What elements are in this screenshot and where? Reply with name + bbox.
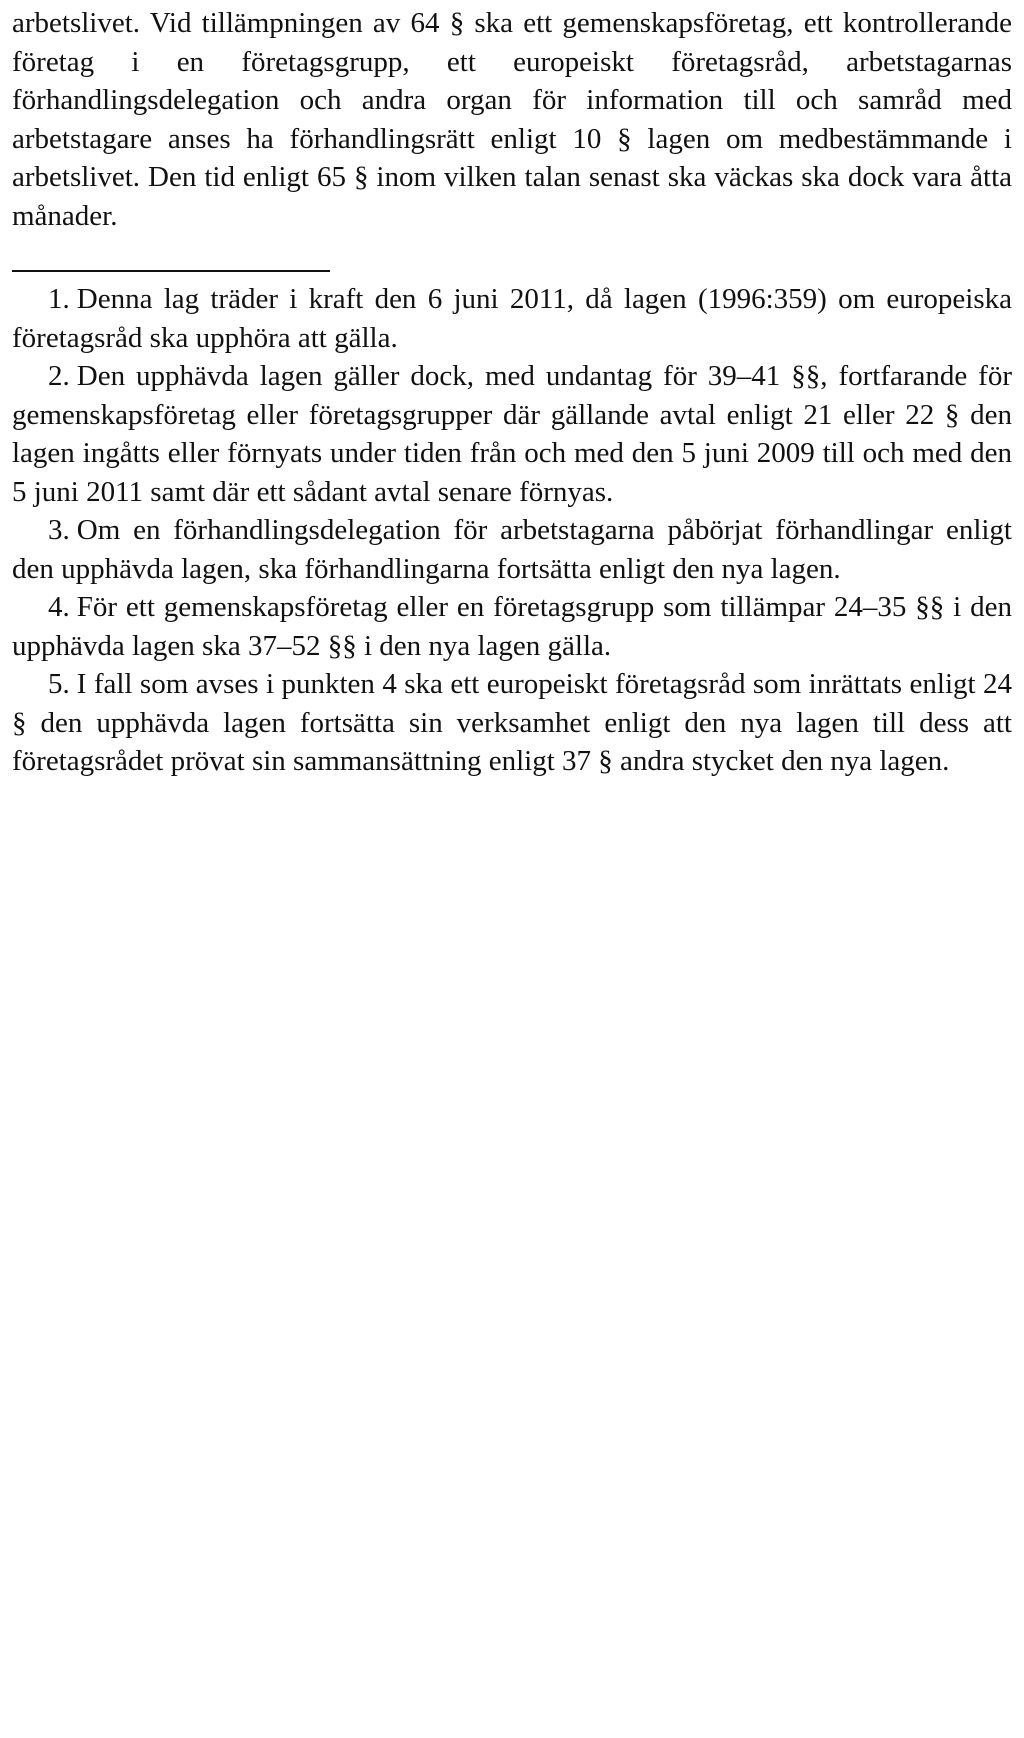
transition-provision-5 (12, 665, 1012, 781)
footnote-divider (12, 270, 330, 272)
transition-provision-2 (12, 357, 1012, 511)
provision-text: För ett gemenskapsföretag eller en företagsgrupp som tillämpar 24–35 §§ i den upphävda lagen ska 37–52 §§ i den nya lagen gälla. (12, 591, 1012, 662)
provision-text: Om en förhandlingsdelegation för arbetstagarna påbörjat förhandlingar enligt den upphävda lagen, ska förhandlingarna fortsätta enligt den nya lagen. (12, 514, 1012, 585)
provision-text: Den upphävda lagen gäller dock, med undantag för 39–41 §§, fortfarande för gemenskapsföretag eller företagsgrupper där gällande avtal enligt 21 eller 22 § den lagen ingåtts eller förnyats under tiden från och med den 5 juni 2009 till och med den 5 juni 2011 samt där ett sådant avtal senare förnyas. (12, 360, 1012, 508)
transition-provision-3 (12, 511, 1012, 588)
intro-paragraph: arbetslivet. Vid tillämpningen av 64 § ska ett gemenskapsföretag, ett kontrollerande företag i en företagsgrupp, ett europeiskt företagsråd, arbetstagarnas förhandlingsdelegation och andra organ för information till och samråd med arbetstagare anses ha förhandlingsrätt enligt 10 § lagen om medbestämmande i arbetslivet. Den tid enligt 65 § inom vilken talan senast ska väckas ska dock vara åtta månader. (12, 7, 1012, 232)
provision-text: Denna lag träder i kraft den 6 juni 2011, då lagen (1996:359) om europeiska företagsråd ska upphöra att gälla. (12, 283, 1012, 354)
provision-number: 1. (48, 283, 70, 315)
transition-provision-1 (12, 280, 1012, 357)
provision-number: 2. (48, 360, 70, 392)
transition-provisions (12, 280, 1012, 781)
provision-number: 5. (48, 668, 70, 700)
provision-number: 4. (48, 591, 70, 623)
transition-provision-4 (12, 588, 1012, 665)
provision-number: 3. (48, 514, 70, 546)
document-page (12, 4, 1012, 781)
provision-text: I fall som avses i punkten 4 ska ett europeiskt företagsråd som inrättats enligt 24 § den upphävda lagen fortsätta sin verksamhet enligt den nya lagen till dess att företagsrådet prövat sin sammansättning enligt 37 § andra stycket den nya lagen. (12, 668, 1012, 777)
